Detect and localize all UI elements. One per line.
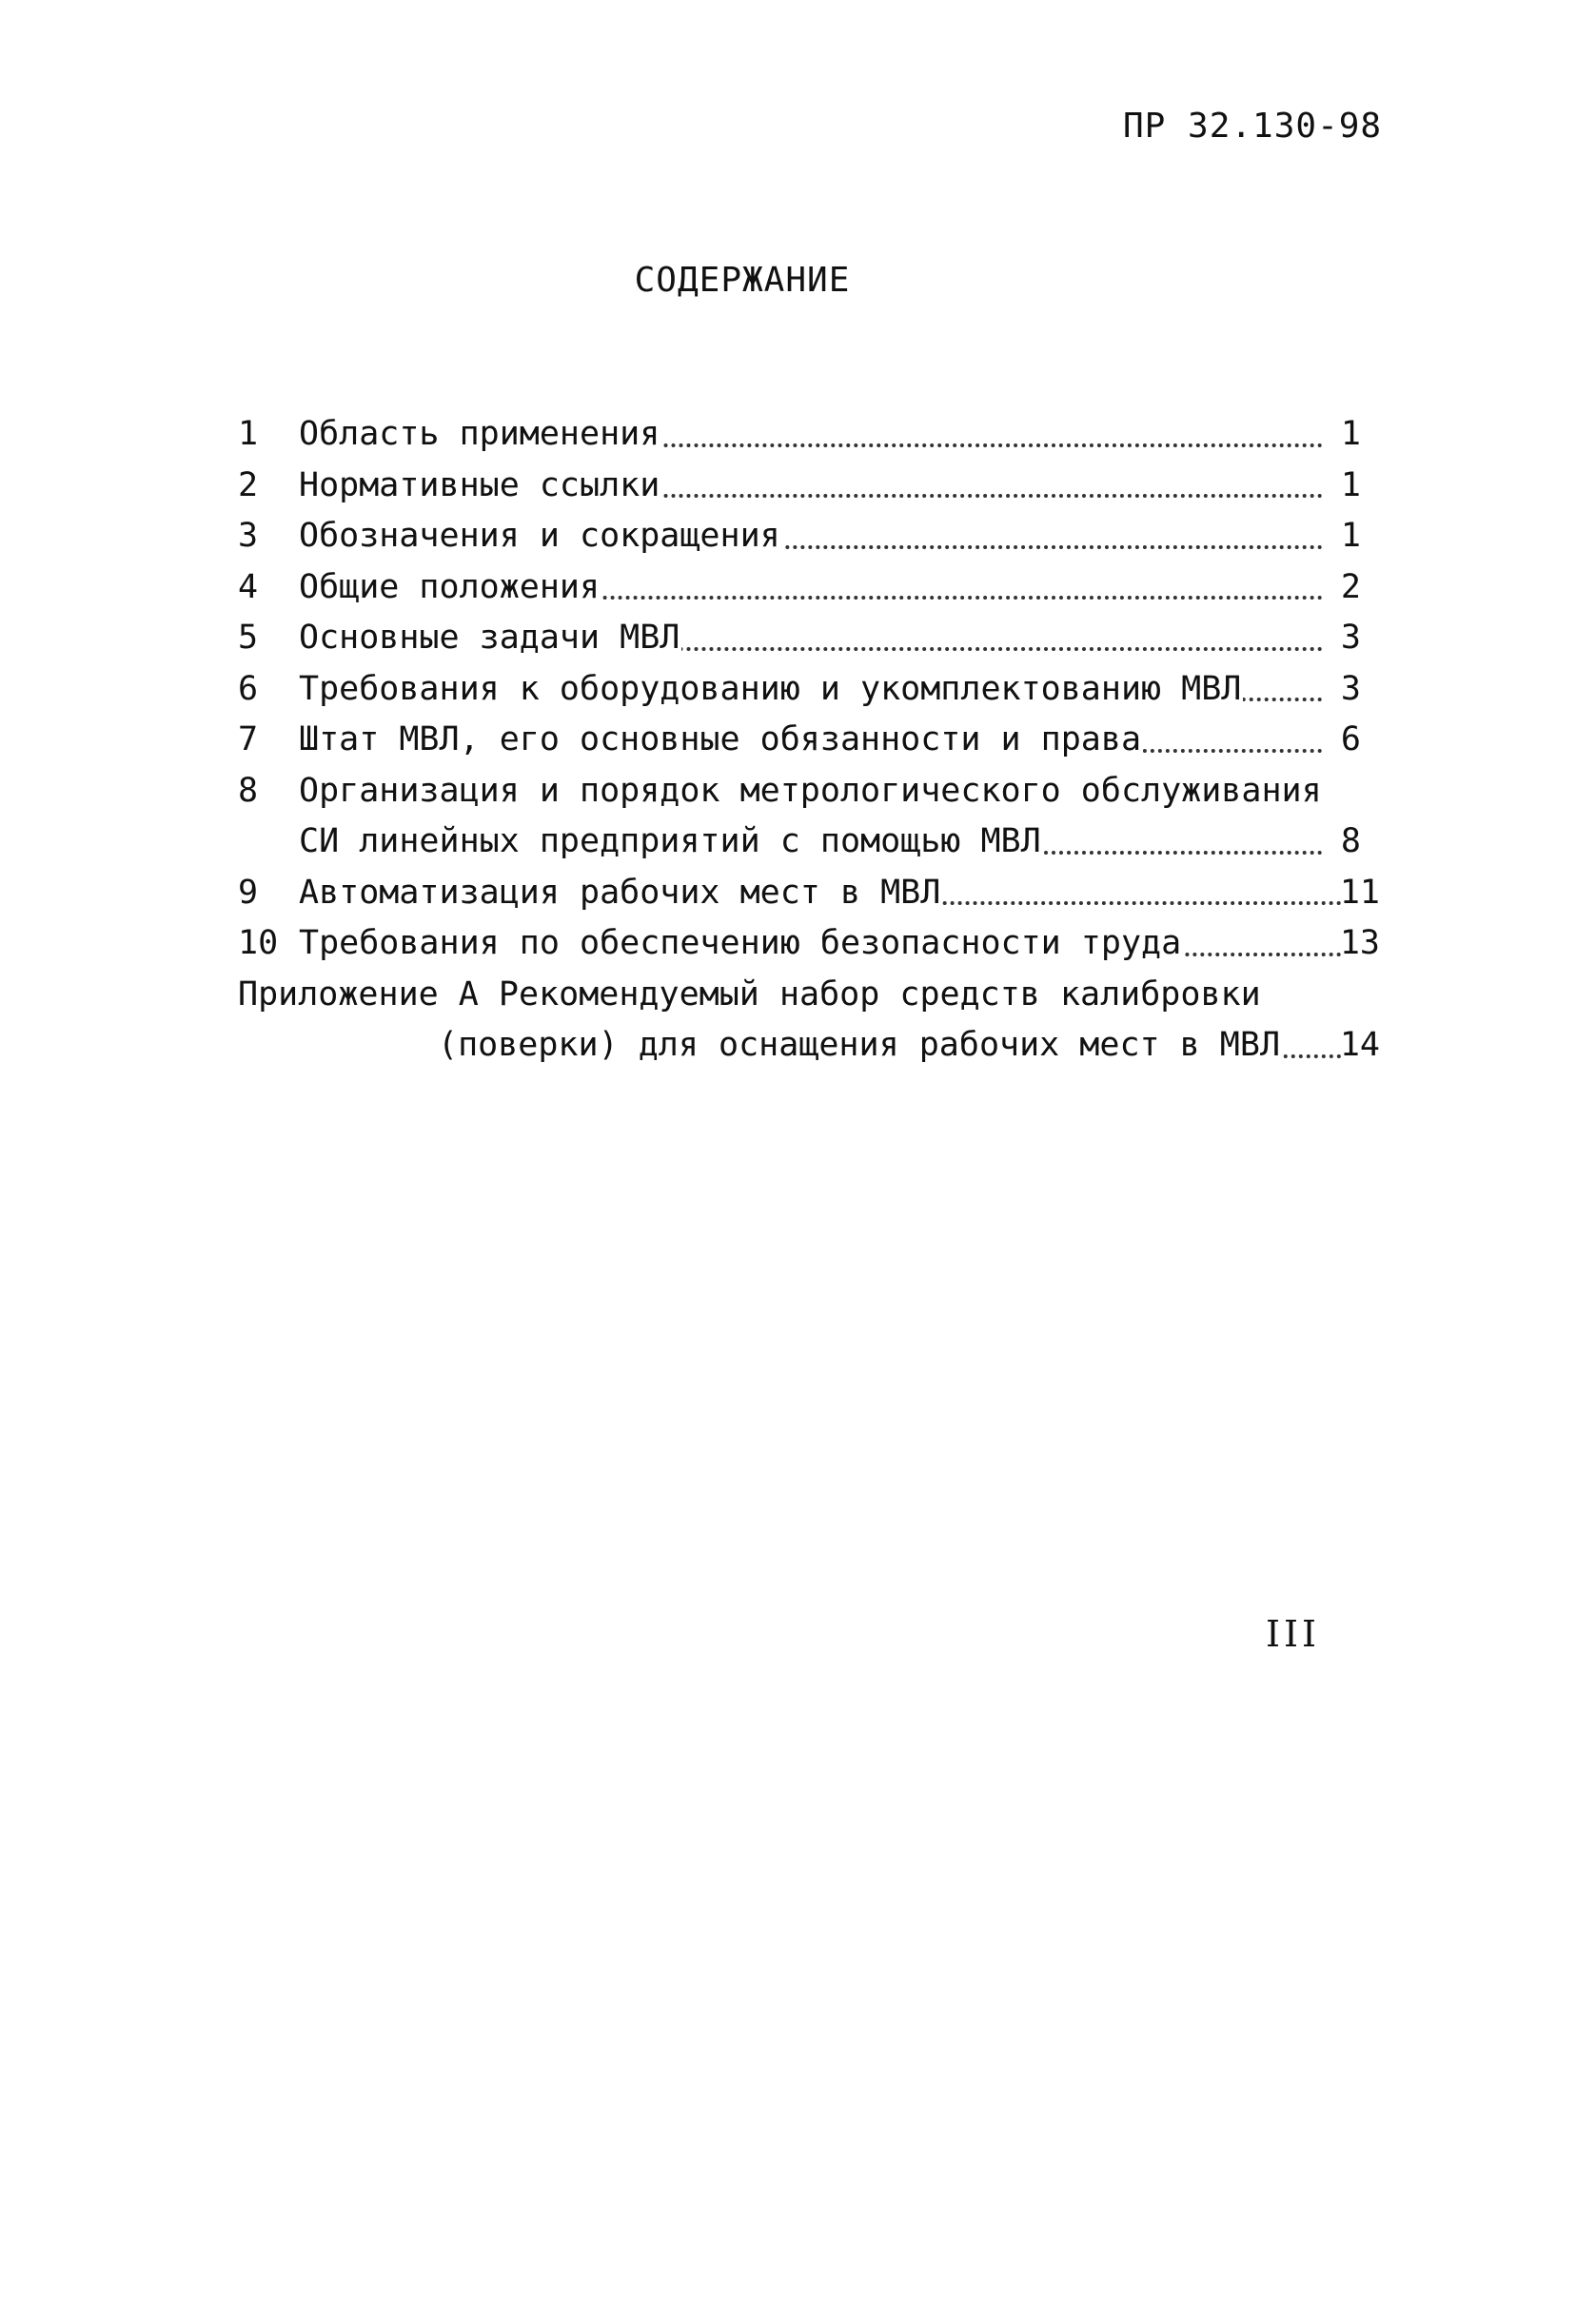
toc-entry-page: 1 xyxy=(1340,465,1361,504)
document-code: ПР 32.130-98 xyxy=(1123,107,1383,146)
toc-entry-title: Требования по обеспечению безопасности труда xyxy=(299,924,1182,962)
toc-entry-page: 11 xyxy=(1339,873,1380,912)
toc-entry-continuation xyxy=(238,817,1399,868)
toc-entry-number: 5 xyxy=(238,619,259,657)
toc-entry-number: 3 xyxy=(238,517,259,555)
toc-appendix-page: 14 xyxy=(1339,1026,1380,1064)
toc-entry-number: 7 xyxy=(238,720,259,758)
toc-entry-page: 13 xyxy=(1339,924,1380,962)
toc-entry xyxy=(238,562,1399,614)
toc-entry-number: 10 xyxy=(238,924,279,962)
toc-entry-page: 8 xyxy=(1340,822,1361,860)
toc-entry xyxy=(238,664,1399,716)
toc-entry-page: 1 xyxy=(1340,415,1361,453)
toc-entry xyxy=(238,613,1399,664)
toc-entry-page: 6 xyxy=(1340,720,1361,758)
toc-appendix-entry xyxy=(238,970,1399,1021)
toc-entry-title: Штат МВЛ, его основные обязанности и права xyxy=(299,720,1142,758)
toc-entry xyxy=(238,409,1399,461)
toc-entry xyxy=(238,461,1399,512)
toc-entry-title: Обозначения и сокращения xyxy=(299,517,780,555)
toc-entry-title: Нормативные ссылки xyxy=(299,465,660,504)
toc-entry-title: Общие положения xyxy=(299,567,601,606)
toc-entry-title: Требования к оборудованию и укомплектованию МВЛ xyxy=(299,669,1242,708)
toc-entry-number: 2 xyxy=(238,465,259,504)
toc-entry-number: 8 xyxy=(238,771,259,810)
toc-entry-page: 1 xyxy=(1340,517,1361,555)
toc-entry xyxy=(238,766,1399,817)
toc-entry-number: 4 xyxy=(238,567,259,606)
toc-entry-page: 3 xyxy=(1340,619,1361,657)
toc-entry xyxy=(238,511,1399,562)
toc-entry-title: Организация и порядок метрологического обслуживания xyxy=(299,771,1322,810)
toc-entry xyxy=(238,918,1399,970)
toc-appendix-title: Приложение А Рекомендуемый набор средств калибровки xyxy=(238,974,1261,1014)
toc-entry-title: Автоматизация рабочих мест в МВЛ xyxy=(299,873,941,912)
toc-entry xyxy=(238,715,1399,766)
toc-entry-page: 2 xyxy=(1340,567,1361,606)
toc-appendix-title-continuation: (поверки) для оснащения рабочих мест в МВЛ xyxy=(438,1026,1281,1064)
toc-entry-page: 3 xyxy=(1340,669,1361,708)
toc-entry-number: 1 xyxy=(238,415,259,453)
toc-appendix-continuation xyxy=(238,1020,1399,1072)
page-title: СОДЕРЖАНИЕ xyxy=(634,261,851,300)
toc-entry-number: 9 xyxy=(238,873,259,912)
toc-entry-title: Основные задачи МВЛ xyxy=(299,619,680,657)
toc-entry-title-continuation: СИ линейных предприятий с помощью МВЛ xyxy=(299,822,1041,860)
table-of-contents xyxy=(238,409,1399,1072)
toc-entry-number: 6 xyxy=(238,669,259,708)
toc-entry-title: Область применения xyxy=(299,415,660,453)
toc-entry xyxy=(238,868,1399,919)
page-number: III xyxy=(1266,1613,1321,1655)
